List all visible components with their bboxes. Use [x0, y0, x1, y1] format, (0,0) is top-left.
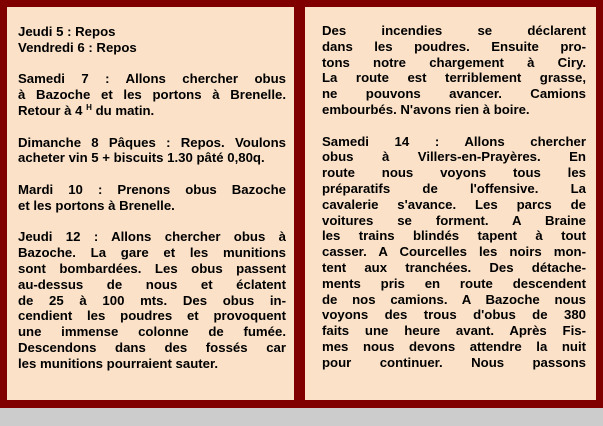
text-line: embourbés. N'avons rien à boire.: [322, 101, 530, 117]
text-line: sont bombardées. Les obus passent: [18, 260, 286, 276]
text-line: Vendredi 6 : Repos: [18, 39, 137, 55]
text-line: Jeudi 5 : Repos: [18, 24, 116, 39]
text-line: cendient les poudres et provoquent: [18, 308, 286, 324]
text-line: Dimanche 8 Pâques : Repos. Voulons: [18, 134, 286, 150]
text-line: les munitions pourraient sauter.: [18, 355, 219, 371]
text-line: La route est terriblement grasse,: [322, 70, 586, 86]
text-line: Jeudi 12 : Allons chercher obus à: [18, 229, 286, 245]
text-fragment: Retour à 4: [18, 102, 87, 118]
text-line: Samedi 14 : Allons chercher: [322, 133, 586, 149]
text-line: Mardi 10 : Prenons obus Bazoche: [18, 181, 286, 197]
text-line: cavalerie s'avance. Les parcs de: [322, 196, 586, 212]
text-line: Samedi 7 : Allons chercher obus: [18, 71, 286, 87]
text-line: pour continuer. Nous passons: [322, 354, 586, 370]
text-line: mes nous devons attendre la nuit: [322, 338, 586, 354]
entry-incendies: [322, 23, 586, 118]
text-line: ne pouvons avancer. Camions: [322, 86, 586, 102]
text-line: voitures se forment. A Braine: [322, 212, 586, 228]
entry-samedi-14: [322, 134, 586, 371]
text-line: au-dessus de nous et éclatent: [18, 276, 286, 292]
text-line: faits une heure avant. Après Fis-: [322, 323, 586, 339]
text-line: tent aux tranchées. Des détache-: [322, 259, 586, 275]
text-line: acheter vin 5 + biscuits 1.30 pâté 0,80q.: [18, 150, 265, 166]
text-line: voyons des trous d'obus de 380: [322, 307, 586, 323]
entry-mardi-10: [18, 182, 286, 214]
text-line: route nous voyons tous les: [322, 165, 586, 181]
text-line: tons notre chargement à Ciry.: [322, 54, 586, 70]
text-line: Des incendies se déclarent: [322, 23, 586, 38]
text-line: de 25 à 100 mts. Des obus in-: [18, 292, 286, 308]
text-line: et les portons à Brenelle.: [18, 197, 175, 213]
text-line: à Bazoche et les portons à Brenelle.: [18, 87, 286, 103]
text-line: préparatifs de l'offensive. La: [322, 180, 586, 196]
left-text-column: [7, 7, 294, 400]
text-line: une immense colonne de fumée.: [18, 324, 286, 340]
entry-dimanche-8: [18, 135, 286, 167]
text-fragment: du matin.: [91, 102, 155, 118]
right-text-column: [305, 7, 596, 400]
text-line: les trains blindés tapent à tout: [322, 228, 586, 244]
text-line: dans les poudres. Ensuite pro-: [322, 38, 586, 54]
text-line: Descendons dans des fossés car: [18, 339, 286, 355]
superscript-hour: H: [86, 102, 92, 112]
text-line: de nos camions. A Bazoche nous: [322, 291, 586, 307]
text-line: casser. A Courcelles les noirs mon-: [322, 244, 586, 260]
bottom-background-strip: [0, 408, 603, 426]
entry-samedi-7: [18, 71, 286, 118]
entry-jeudi-5-vendredi-6: [18, 24, 286, 56]
text-line: Bazoche. La gare et les munitions: [18, 245, 286, 261]
text-line: obus à Villers-en-Prayères. En: [322, 149, 586, 165]
text-line: [18, 103, 286, 119]
text-line: ments pris en route descendent: [322, 275, 586, 291]
entry-jeudi-12: [18, 229, 286, 371]
